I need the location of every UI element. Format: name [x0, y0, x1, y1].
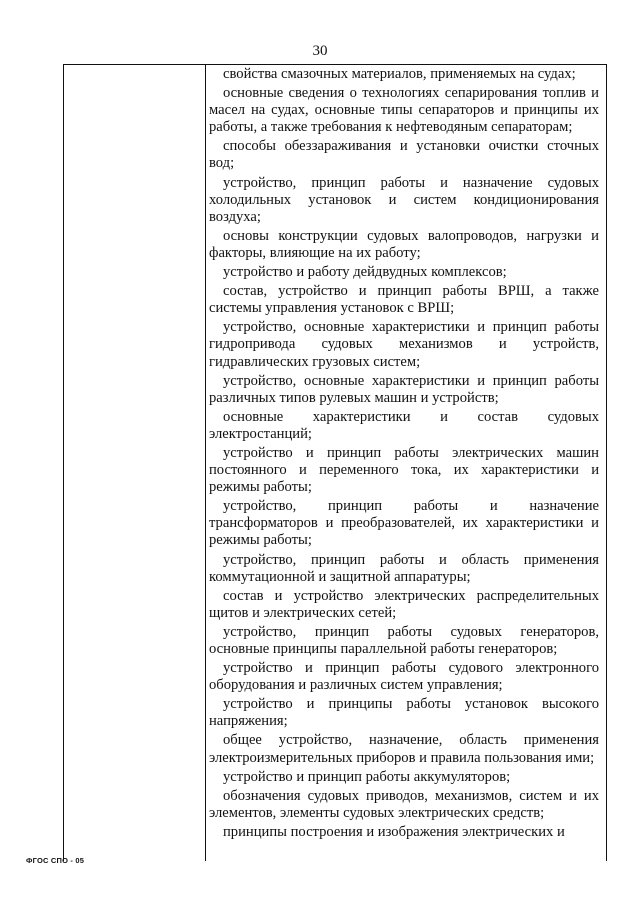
- list-item: способы обеззараживания и установки очистки сточных вод;: [209, 138, 599, 172]
- footer-code: ФГОС СПО - 05: [26, 856, 85, 865]
- list-item: устройство и принцип работы аккумуляторов;: [223, 768, 511, 785]
- list-item: устройство, принцип работы и область применения коммутационной и защитной аппаратуры;: [209, 551, 599, 585]
- list-item: основы конструкции судовых валопроводов, нагрузки и факторы, влияющие на их работу;: [209, 227, 599, 261]
- column-divider: [205, 65, 206, 861]
- list-item: устройство и принцип работы судового электронного оборудования и различных систем управления;: [209, 660, 599, 694]
- list-item: основные сведения о технологиях сепарирования топлив и масел на судах, основные типы сепараторов и принципы их работы, а также требования к нефтеводяным сепараторам;: [209, 85, 599, 136]
- page-number: 30: [312, 43, 328, 59]
- list-item: устройство и принципы работы установок высокого напряжения;: [209, 696, 599, 730]
- list-item: основные характеристики и состав судовых электростанций;: [209, 408, 599, 442]
- list-item: состав, устройство и принцип работы ВРШ, а также системы управления установок с ВРШ;: [209, 283, 599, 317]
- list-item: устройство, принцип работы и назначение судовых холодильных установок и систем кондиционирования воздуха;: [209, 174, 599, 225]
- list-item: устройство и работу дейдвудных комплексов;: [223, 264, 507, 281]
- list-item: состав и устройство электрических распределительных щитов и электрических сетей;: [209, 587, 599, 621]
- list-item: устройство, принцип работы и назначение трансформаторов и преобразователей, их характеристики и режимы работы;: [209, 498, 599, 549]
- list-item: свойства смазочных материалов, применяемых на судах;: [223, 66, 576, 82]
- content-table: [63, 64, 607, 861]
- list-item: устройство, основные характеристики и принцип работы гидропривода судовых механизмов и устройств, гидравлических грузовых систем;: [209, 319, 599, 370]
- list-item: устройство и принцип работы электрических машин постоянного и переменного тока, их характеристики и режимы работы;: [209, 444, 599, 496]
- content-cell: [209, 66, 599, 843]
- list-item: общее устройство, назначение, область применения электроизмерительных приборов и правила пользования ими;: [209, 732, 599, 766]
- list-item: обозначения судовых приводов, механизмов, систем и их элементов, элементы судовых электрических средств;: [209, 787, 599, 821]
- list-item: устройство, основные характеристики и принцип работы различных типов рулевых машин и устройств;: [209, 372, 599, 406]
- list-item: устройство, принцип работы судовых генераторов, основные принципы параллельной работы генераторов;: [209, 623, 599, 657]
- list-item: принципы построения и изображения электрических и: [223, 823, 565, 840]
